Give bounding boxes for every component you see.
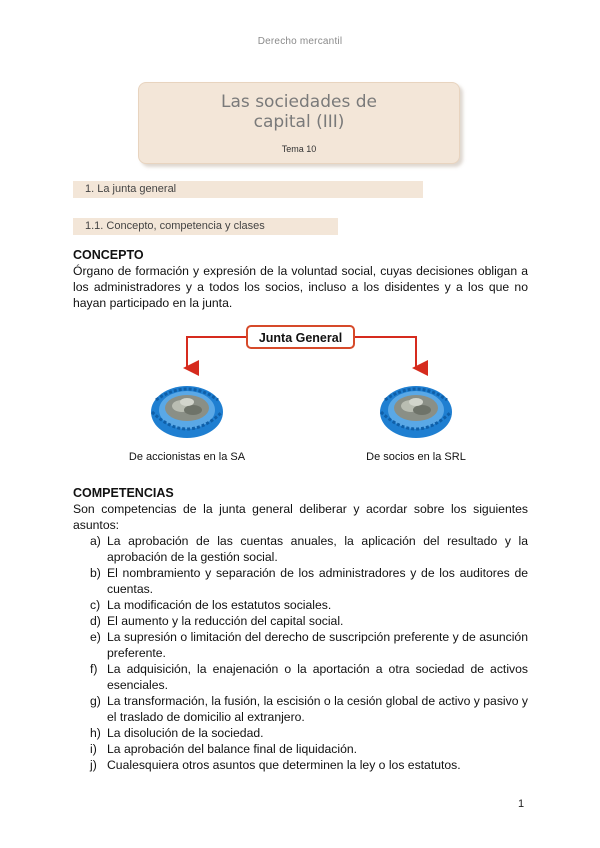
list-item: h) La disolución de la sociedad.: [90, 726, 264, 740]
list-item: b) El nombramiento y separación de los administradores y de los auditores de cuentas.: [90, 566, 528, 596]
title-box: [138, 82, 460, 164]
srl-label: De socios en la SRL: [366, 451, 466, 463]
list-item: a) La aprobación de las cuentas anuales, la aplicación del resultado y la aprobación de la gestión social.: [90, 534, 528, 564]
list-item: i) La aprobación del balance final de liquidación.: [90, 742, 358, 756]
section-heading-1: 1. La junta general: [73, 181, 423, 198]
arrow-right: [353, 337, 416, 368]
junta-general-label: Junta General: [258, 331, 343, 345]
page-number: 1: [518, 798, 525, 810]
list-item: f) La adquisición, la enajenación o la aportación a otra sociedad de activos esenciales.: [90, 662, 528, 692]
arrow-left: [187, 337, 247, 368]
sa-label: De accionistas en la SA: [128, 451, 246, 463]
list-item: g) La transformación, la fusión, la escisión o la cesión global de activo y pasivo y el traslado de domicilio al extranjero.: [90, 694, 528, 724]
concepto-paragraph: Órgano de formación y expresión de la voluntad social, cuyas decisiones obligan a los administradores y a todos los socios, incluso a los disidentes y a los que no hayan participado en la junta.: [73, 264, 528, 310]
topic-label: Tema 10: [281, 144, 317, 154]
running-header: Derecho mercantil: [257, 36, 343, 47]
junta-general-diagram: [120, 320, 480, 470]
document-title: Las sociedades de capital (III): [221, 92, 377, 132]
members-group-icon: [380, 386, 452, 438]
competencias-intro: Son competencias de la junta general deliberar y acordar sobre los siguientes asuntos:: [73, 502, 528, 532]
list-item: e) La supresión o limitación del derecho de suscripción preferente y de asunción preferente.: [90, 630, 528, 660]
list-item: c) La modificación de los estatutos sociales.: [90, 598, 332, 612]
competencias-heading: COMPETENCIAS: [73, 486, 174, 500]
list-item: d) El aumento y la reducción del capital social.: [90, 614, 344, 628]
competencias-list: [90, 533, 528, 773]
shareholders-group-icon: [151, 386, 223, 438]
diagram-graphic: [120, 320, 480, 470]
concepto-heading: CONCEPTO: [73, 248, 144, 262]
section-heading-1-1: 1.1. Concepto, competencia y clases: [73, 218, 338, 235]
list-item: j) Cualesquiera otros asuntos que determinen la ley o los estatutos.: [90, 758, 461, 772]
